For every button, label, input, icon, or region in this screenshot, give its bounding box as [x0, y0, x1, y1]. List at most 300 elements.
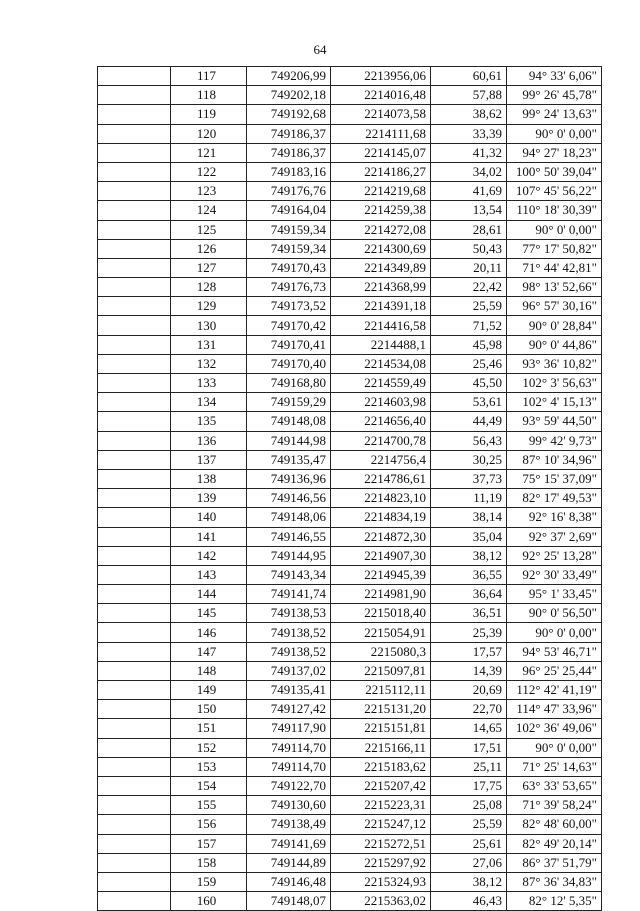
point-number-cell: 155 [171, 796, 247, 815]
point-number-cell: 130 [171, 316, 247, 335]
point-number-cell: 157 [171, 834, 247, 853]
table-row [98, 67, 602, 86]
table-row [98, 489, 602, 508]
y-coordinate-cell: 2214907,30 [331, 546, 431, 565]
table-row [98, 700, 602, 719]
x-coordinate-cell: 749135,41 [247, 681, 331, 700]
blank-cell [98, 623, 171, 642]
blank-cell [98, 508, 171, 527]
length-cell: 14,65 [431, 719, 507, 738]
x-coordinate-cell: 749148,06 [247, 508, 331, 527]
table-row [98, 527, 602, 546]
x-coordinate-cell: 749114,70 [247, 738, 331, 757]
page-number: 64 [313, 42, 327, 57]
x-coordinate-cell: 749170,43 [247, 258, 331, 277]
point-number-cell: 120 [171, 124, 247, 143]
angle-cell: 90° 0' 0,00" [507, 623, 602, 642]
length-cell: 22,70 [431, 700, 507, 719]
length-cell: 37,73 [431, 469, 507, 488]
table-row [98, 642, 602, 661]
blank-cell [98, 220, 171, 239]
point-number-cell: 159 [171, 872, 247, 891]
y-coordinate-cell: 2214559,49 [331, 374, 431, 393]
angle-cell: 98° 13' 52,66" [507, 278, 602, 297]
angle-cell: 99° 26' 45,78" [507, 86, 602, 105]
x-coordinate-cell: 749168,80 [247, 374, 331, 393]
table-row [98, 162, 602, 181]
blank-cell [98, 162, 171, 181]
y-coordinate-cell: 2215207,42 [331, 776, 431, 795]
blank-cell [98, 776, 171, 795]
angle-cell: 94° 53' 46,71" [507, 642, 602, 661]
angle-cell: 112° 42' 41,19" [507, 681, 602, 700]
y-coordinate-cell: 2215223,31 [331, 796, 431, 815]
length-cell: 17,57 [431, 642, 507, 661]
angle-cell: 102° 4' 15,13" [507, 393, 602, 412]
x-coordinate-cell: 749138,49 [247, 815, 331, 834]
point-number-cell: 136 [171, 431, 247, 450]
x-coordinate-cell: 749146,48 [247, 872, 331, 891]
point-number-cell: 129 [171, 297, 247, 316]
table-row [98, 86, 602, 105]
blank-cell [98, 892, 171, 911]
blank-cell [98, 796, 171, 815]
x-coordinate-cell: 749144,98 [247, 431, 331, 450]
x-coordinate-cell: 749114,70 [247, 757, 331, 776]
length-cell: 60,61 [431, 67, 507, 86]
table-row [98, 546, 602, 565]
blank-cell [98, 546, 171, 565]
angle-cell: 94° 27' 18,23" [507, 143, 602, 162]
blank-cell [98, 700, 171, 719]
angle-cell: 90° 0' 44,86" [507, 335, 602, 354]
y-coordinate-cell: 2214416,58 [331, 316, 431, 335]
point-number-cell: 140 [171, 508, 247, 527]
x-coordinate-cell: 749159,29 [247, 393, 331, 412]
table-row [98, 796, 602, 815]
x-coordinate-cell: 749176,73 [247, 278, 331, 297]
point-number-cell: 132 [171, 354, 247, 373]
x-coordinate-cell: 749170,41 [247, 335, 331, 354]
blank-cell [98, 604, 171, 623]
blank-cell [98, 527, 171, 546]
table-row [98, 278, 602, 297]
table-row [98, 834, 602, 853]
length-cell: 30,25 [431, 450, 507, 469]
point-number-cell: 153 [171, 757, 247, 776]
blank-cell [98, 239, 171, 258]
length-cell: 25,59 [431, 815, 507, 834]
length-cell: 38,12 [431, 546, 507, 565]
blank-cell [98, 719, 171, 738]
table-row [98, 354, 602, 373]
point-number-cell: 156 [171, 815, 247, 834]
blank-cell [98, 585, 171, 604]
length-cell: 33,39 [431, 124, 507, 143]
length-cell: 34,02 [431, 162, 507, 181]
x-coordinate-cell: 749146,56 [247, 489, 331, 508]
length-cell: 36,55 [431, 565, 507, 584]
angle-cell: 92° 16' 8,38" [507, 508, 602, 527]
table-row [98, 412, 602, 431]
angle-cell: 92° 30' 33,49" [507, 565, 602, 584]
angle-cell: 90° 0' 56,50" [507, 604, 602, 623]
length-cell: 25,11 [431, 757, 507, 776]
y-coordinate-cell: 2214300,69 [331, 239, 431, 258]
table-row [98, 124, 602, 143]
x-coordinate-cell: 749173,52 [247, 297, 331, 316]
y-coordinate-cell: 2214259,38 [331, 201, 431, 220]
blank-cell [98, 316, 171, 335]
y-coordinate-cell: 2214786,61 [331, 469, 431, 488]
blank-cell [98, 834, 171, 853]
y-coordinate-cell: 2214823,10 [331, 489, 431, 508]
x-coordinate-cell: 749202,18 [247, 86, 331, 105]
table-row [98, 776, 602, 795]
point-number-cell: 123 [171, 182, 247, 201]
angle-cell: 71° 39' 58,24" [507, 796, 602, 815]
x-coordinate-cell: 749136,96 [247, 469, 331, 488]
blank-cell [98, 374, 171, 393]
point-number-cell: 142 [171, 546, 247, 565]
y-coordinate-cell: 2215272,51 [331, 834, 431, 853]
blank-cell [98, 182, 171, 201]
point-number-cell: 147 [171, 642, 247, 661]
length-cell: 44,49 [431, 412, 507, 431]
blank-cell [98, 469, 171, 488]
angle-cell: 90° 0' 0,00" [507, 738, 602, 757]
angle-cell: 100° 50' 39,04" [507, 162, 602, 181]
length-cell: 25,61 [431, 834, 507, 853]
point-number-cell: 154 [171, 776, 247, 795]
blank-cell [98, 258, 171, 277]
point-number-cell: 144 [171, 585, 247, 604]
angle-cell: 87° 36' 34,83" [507, 872, 602, 891]
length-cell: 38,12 [431, 872, 507, 891]
x-coordinate-cell: 749130,60 [247, 796, 331, 815]
y-coordinate-cell: 2214073,58 [331, 105, 431, 124]
table-row [98, 201, 602, 220]
blank-cell [98, 124, 171, 143]
angle-cell: 99° 24' 13,63" [507, 105, 602, 124]
blank-cell [98, 738, 171, 757]
length-cell: 71,52 [431, 316, 507, 335]
point-number-cell: 134 [171, 393, 247, 412]
y-coordinate-cell: 2214534,08 [331, 354, 431, 373]
point-number-cell: 158 [171, 853, 247, 872]
length-cell: 36,51 [431, 604, 507, 623]
table-row [98, 258, 602, 277]
blank-cell [98, 681, 171, 700]
angle-cell: 99° 42' 9,73" [507, 431, 602, 450]
y-coordinate-cell: 2214219,68 [331, 182, 431, 201]
length-cell: 35,04 [431, 527, 507, 546]
x-coordinate-cell: 749138,52 [247, 642, 331, 661]
blank-cell [98, 450, 171, 469]
y-coordinate-cell: 2215183,62 [331, 757, 431, 776]
x-coordinate-cell: 749122,70 [247, 776, 331, 795]
length-cell: 27,06 [431, 853, 507, 872]
table-row [98, 220, 602, 239]
length-cell: 45,50 [431, 374, 507, 393]
table-row [98, 719, 602, 738]
y-coordinate-cell: 2214186,27 [331, 162, 431, 181]
length-cell: 57,88 [431, 86, 507, 105]
y-coordinate-cell: 2215054,91 [331, 623, 431, 642]
angle-cell: 93° 59' 44,50" [507, 412, 602, 431]
table-body [98, 67, 602, 911]
angle-cell: 96° 57' 30,16" [507, 297, 602, 316]
y-coordinate-cell: 2214981,90 [331, 585, 431, 604]
y-coordinate-cell: 2215297,92 [331, 853, 431, 872]
angle-cell: 92° 37' 2,69" [507, 527, 602, 546]
point-number-cell: 121 [171, 143, 247, 162]
angle-cell: 82° 49' 20,14" [507, 834, 602, 853]
angle-cell: 82° 48' 60,00" [507, 815, 602, 834]
y-coordinate-cell: 2214872,30 [331, 527, 431, 546]
length-cell: 17,75 [431, 776, 507, 795]
x-coordinate-cell: 749164,04 [247, 201, 331, 220]
point-number-cell: 117 [171, 67, 247, 86]
table-row [98, 508, 602, 527]
y-coordinate-cell: 2214349,89 [331, 258, 431, 277]
blank-cell [98, 642, 171, 661]
blank-cell [98, 201, 171, 220]
angle-cell: 90° 0' 0,00" [507, 220, 602, 239]
angle-cell: 96° 25' 25,44" [507, 661, 602, 680]
point-number-cell: 141 [171, 527, 247, 546]
point-number-cell: 124 [171, 201, 247, 220]
point-number-cell: 138 [171, 469, 247, 488]
x-coordinate-cell: 749159,34 [247, 220, 331, 239]
length-cell: 25,59 [431, 297, 507, 316]
blank-cell [98, 661, 171, 680]
angle-cell: 110° 18' 30,39" [507, 201, 602, 220]
table-row [98, 374, 602, 393]
blank-cell [98, 278, 171, 297]
length-cell: 13,54 [431, 201, 507, 220]
y-coordinate-cell: 2214834,19 [331, 508, 431, 527]
angle-cell: 90° 0' 28,84" [507, 316, 602, 335]
point-number-cell: 151 [171, 719, 247, 738]
point-number-cell: 122 [171, 162, 247, 181]
blank-cell [98, 431, 171, 450]
y-coordinate-cell: 2214145,07 [331, 143, 431, 162]
table-row [98, 604, 602, 623]
blank-cell [98, 105, 171, 124]
table-row [98, 661, 602, 680]
point-number-cell: 137 [171, 450, 247, 469]
length-cell: 22,42 [431, 278, 507, 297]
blank-cell [98, 489, 171, 508]
blank-cell [98, 393, 171, 412]
y-coordinate-cell: 2214700,78 [331, 431, 431, 450]
point-number-cell: 127 [171, 258, 247, 277]
blank-cell [98, 815, 171, 834]
y-coordinate-cell: 2214111,68 [331, 124, 431, 143]
x-coordinate-cell: 749146,55 [247, 527, 331, 546]
y-coordinate-cell: 2214272,08 [331, 220, 431, 239]
angle-cell: 82° 17' 49,53" [507, 489, 602, 508]
table-row [98, 815, 602, 834]
y-coordinate-cell: 2214488,1 [331, 335, 431, 354]
length-cell: 11,19 [431, 489, 507, 508]
point-number-cell: 119 [171, 105, 247, 124]
y-coordinate-cell: 2215018,40 [331, 604, 431, 623]
point-number-cell: 160 [171, 892, 247, 911]
angle-cell: 102° 3' 56,63" [507, 374, 602, 393]
x-coordinate-cell: 749176,76 [247, 182, 331, 201]
angle-cell: 86° 37' 51,79" [507, 853, 602, 872]
angle-cell: 71° 44' 42,81" [507, 258, 602, 277]
x-coordinate-cell: 749192,68 [247, 105, 331, 124]
table-row [98, 681, 602, 700]
y-coordinate-cell: 2214016,48 [331, 86, 431, 105]
x-coordinate-cell: 749137,02 [247, 661, 331, 680]
point-number-cell: 148 [171, 661, 247, 680]
x-coordinate-cell: 749170,42 [247, 316, 331, 335]
angle-cell: 107° 45' 56,22" [507, 182, 602, 201]
angle-cell: 75° 15' 37,09" [507, 469, 602, 488]
angle-cell: 77° 17' 50,82" [507, 239, 602, 258]
x-coordinate-cell: 749186,37 [247, 124, 331, 143]
point-number-cell: 143 [171, 565, 247, 584]
y-coordinate-cell: 2214391,18 [331, 297, 431, 316]
length-cell: 25,46 [431, 354, 507, 373]
x-coordinate-cell: 749183,16 [247, 162, 331, 181]
angle-cell: 87° 10' 34,96" [507, 450, 602, 469]
x-coordinate-cell: 749138,52 [247, 623, 331, 642]
x-coordinate-cell: 749127,42 [247, 700, 331, 719]
x-coordinate-cell: 749148,07 [247, 892, 331, 911]
angle-cell: 114° 47' 33,96" [507, 700, 602, 719]
table-row [98, 239, 602, 258]
point-number-cell: 149 [171, 681, 247, 700]
point-number-cell: 131 [171, 335, 247, 354]
blank-cell [98, 297, 171, 316]
table-row [98, 316, 602, 335]
x-coordinate-cell: 749141,69 [247, 834, 331, 853]
length-cell: 38,62 [431, 105, 507, 124]
x-coordinate-cell: 749143,34 [247, 565, 331, 584]
length-cell: 28,61 [431, 220, 507, 239]
angle-cell: 94° 33' 6,06" [507, 67, 602, 86]
blank-cell [98, 853, 171, 872]
length-cell: 36,64 [431, 585, 507, 604]
y-coordinate-cell: 2215247,12 [331, 815, 431, 834]
length-cell: 25,39 [431, 623, 507, 642]
table-row [98, 872, 602, 891]
angle-cell: 63° 33' 53,65" [507, 776, 602, 795]
length-cell: 50,43 [431, 239, 507, 258]
point-number-cell: 150 [171, 700, 247, 719]
x-coordinate-cell: 749141,74 [247, 585, 331, 604]
table-row [98, 431, 602, 450]
x-coordinate-cell: 749159,34 [247, 239, 331, 258]
y-coordinate-cell: 2215324,93 [331, 872, 431, 891]
y-coordinate-cell: 2213956,06 [331, 67, 431, 86]
y-coordinate-cell: 2215080,3 [331, 642, 431, 661]
table-row [98, 182, 602, 201]
table-row [98, 757, 602, 776]
y-coordinate-cell: 2215151,81 [331, 719, 431, 738]
x-coordinate-cell: 749170,40 [247, 354, 331, 373]
table-row [98, 469, 602, 488]
table-row [98, 585, 602, 604]
y-coordinate-cell: 2214756,4 [331, 450, 431, 469]
angle-cell: 95° 1' 33,45" [507, 585, 602, 604]
blank-cell [98, 143, 171, 162]
table-row [98, 853, 602, 872]
table-row [98, 297, 602, 316]
point-number-cell: 126 [171, 239, 247, 258]
length-cell: 41,32 [431, 143, 507, 162]
table-row [98, 393, 602, 412]
x-coordinate-cell: 749144,95 [247, 546, 331, 565]
point-number-cell: 145 [171, 604, 247, 623]
point-number-cell: 135 [171, 412, 247, 431]
length-cell: 14,39 [431, 661, 507, 680]
angle-cell: 71° 25' 14,63" [507, 757, 602, 776]
y-coordinate-cell: 2214945,39 [331, 565, 431, 584]
length-cell: 53,61 [431, 393, 507, 412]
length-cell: 25,08 [431, 796, 507, 815]
x-coordinate-cell: 749135,47 [247, 450, 331, 469]
blank-cell [98, 757, 171, 776]
point-number-cell: 128 [171, 278, 247, 297]
table-row [98, 738, 602, 757]
angle-cell: 90° 0' 0,00" [507, 124, 602, 143]
blank-cell [98, 335, 171, 354]
point-number-cell: 125 [171, 220, 247, 239]
blank-cell [98, 565, 171, 584]
length-cell: 20,11 [431, 258, 507, 277]
x-coordinate-cell: 749138,53 [247, 604, 331, 623]
angle-cell: 102° 36' 49,06" [507, 719, 602, 738]
table-row [98, 335, 602, 354]
point-number-cell: 152 [171, 738, 247, 757]
table-row [98, 143, 602, 162]
length-cell: 38,14 [431, 508, 507, 527]
blank-cell [98, 872, 171, 891]
blank-cell [98, 67, 171, 86]
y-coordinate-cell: 2215166,11 [331, 738, 431, 757]
length-cell: 17,51 [431, 738, 507, 757]
y-coordinate-cell: 2215112,11 [331, 681, 431, 700]
point-number-cell: 146 [171, 623, 247, 642]
table-row [98, 565, 602, 584]
x-coordinate-cell: 749144,89 [247, 853, 331, 872]
table-row [98, 892, 602, 911]
angle-cell: 92° 25' 13,28" [507, 546, 602, 565]
point-number-cell: 118 [171, 86, 247, 105]
point-number-cell: 139 [171, 489, 247, 508]
length-cell: 20,69 [431, 681, 507, 700]
blank-cell [98, 86, 171, 105]
length-cell: 41,69 [431, 182, 507, 201]
x-coordinate-cell: 749117,90 [247, 719, 331, 738]
table-row [98, 450, 602, 469]
blank-cell [98, 412, 171, 431]
table-row [98, 623, 602, 642]
table-row [98, 105, 602, 124]
x-coordinate-cell: 749148,08 [247, 412, 331, 431]
y-coordinate-cell: 2214656,40 [331, 412, 431, 431]
blank-cell [98, 354, 171, 373]
x-coordinate-cell: 749186,37 [247, 143, 331, 162]
y-coordinate-cell: 2215131,20 [331, 700, 431, 719]
angle-cell: 93° 36' 10,82" [507, 354, 602, 373]
